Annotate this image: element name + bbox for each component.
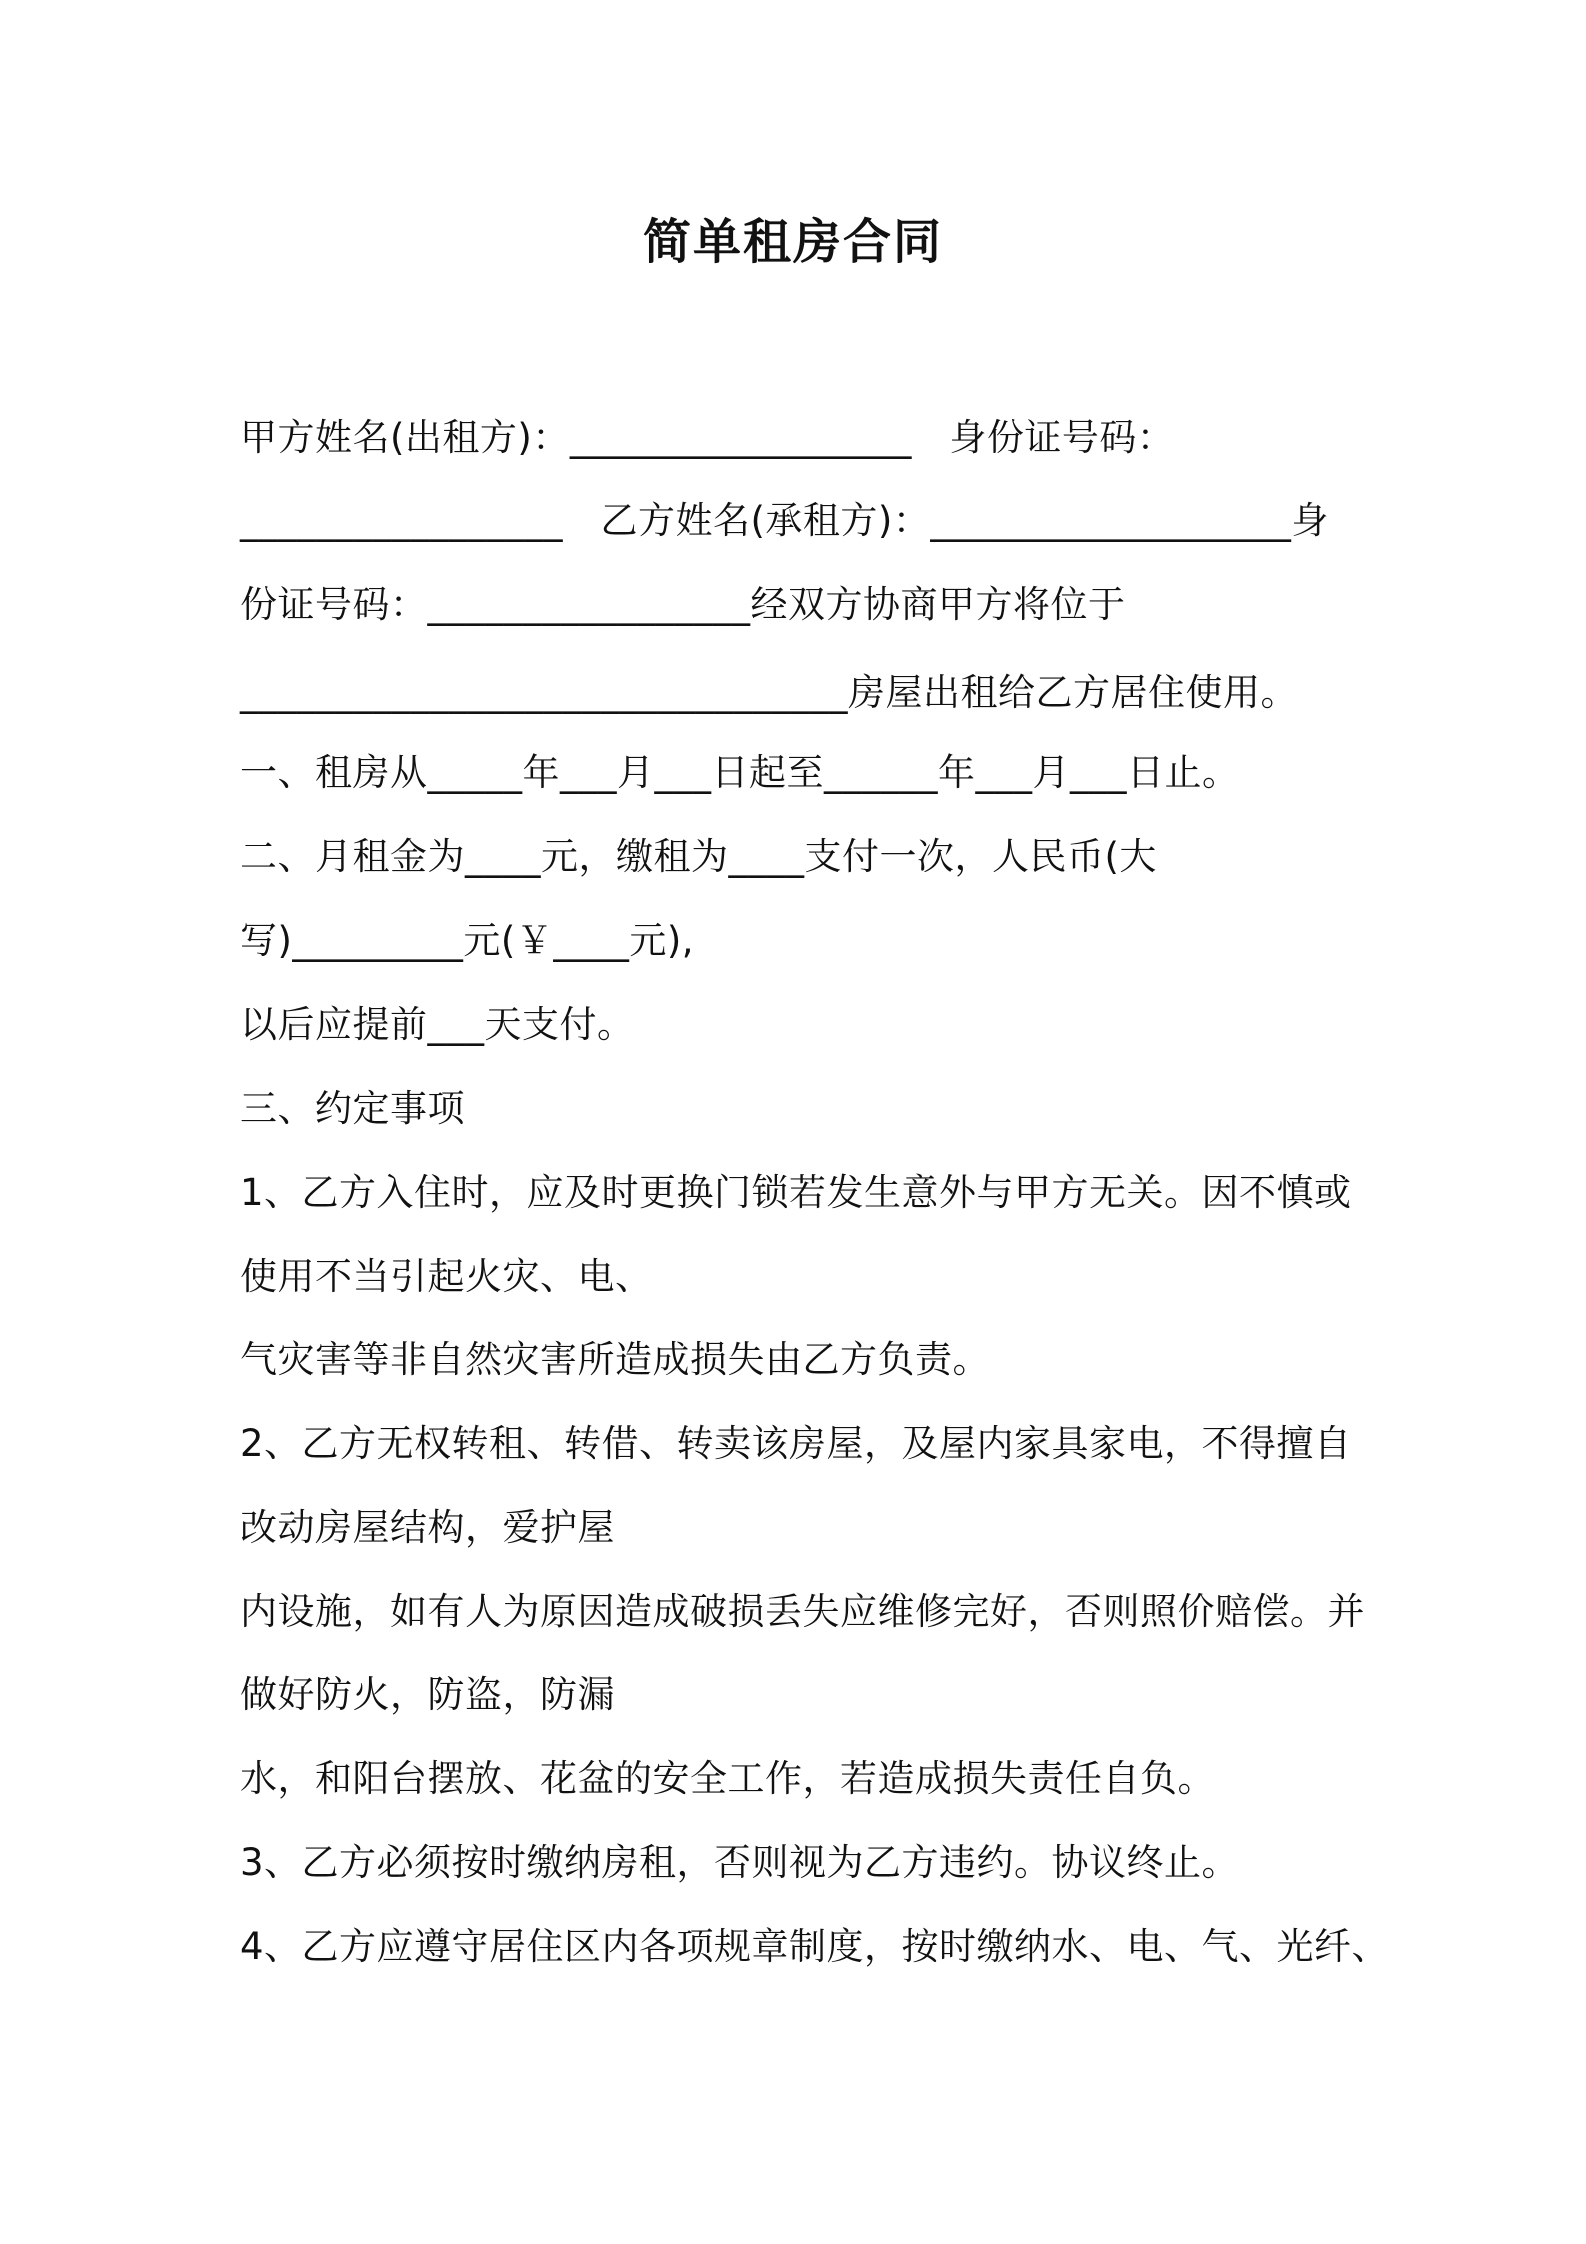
item-2-line-5: 水，和阳台摆放、花盆的安全工作，若造成损失责任自负。 — [240, 1757, 1215, 1800]
item-4-line-1: 4、乙方应遵守居住区内各项规章制度，按时缴纳水、电、气、光纤、 — [240, 1925, 1390, 1968]
item-1-line-1: 1、乙方入住时，应及时更换门锁若发生意外与甲方无关。因不慎或 — [240, 1171, 1352, 1214]
property-address-line: ________________________________房屋出租给乙方居住使用。 — [240, 671, 1298, 714]
item-3-line-1: 3、乙方必须按时缴纳房租，否则视为乙方违约。协议终止。 — [240, 1841, 1240, 1884]
item-1-line-2: 使用不当引起火灾、电、 — [240, 1255, 653, 1298]
item-2-line-4: 做好防火，防盗，防漏 — [240, 1673, 615, 1716]
item-2-line-3: 内设施，如有人为原因造成破损丢失应维修完好，否则照价赔偿。并 — [240, 1590, 1365, 1633]
clause-2-advance: 以后应提前___天支付。 — [240, 1003, 635, 1046]
item-1-line-3: 气灾害等非自然灾害所造成损失由乙方负责。 — [240, 1338, 990, 1381]
clause-1-term: 一、租房从_____年___月___日起至______年___月___日止。 — [240, 751, 1240, 794]
clause-3-heading: 三、约定事项 — [240, 1087, 465, 1130]
clause-2-rent: 二、月租金为____元，缴租为____支付一次，人民币(大 — [240, 835, 1157, 878]
id-and-location-line: 份证号码：_________________经双方协商甲方将位于 — [240, 583, 1126, 626]
party-a-line: 甲方姓名(出租方)：__________________ 身份证号码： — [240, 416, 1175, 459]
clause-2-amount: 写)_________元(￥____元), — [240, 919, 695, 962]
party-b-line: _________________ 乙方姓名(承租方)：___________________身 — [240, 499, 1329, 542]
item-2-line-2: 改动房屋结构，爱护屋 — [240, 1506, 615, 1549]
document-title: 简单租房合同 — [642, 214, 943, 270]
item-2-line-1: 2、乙方无权转租、转借、转卖该房屋，及屋内家具家电，不得擅自 — [240, 1422, 1352, 1465]
